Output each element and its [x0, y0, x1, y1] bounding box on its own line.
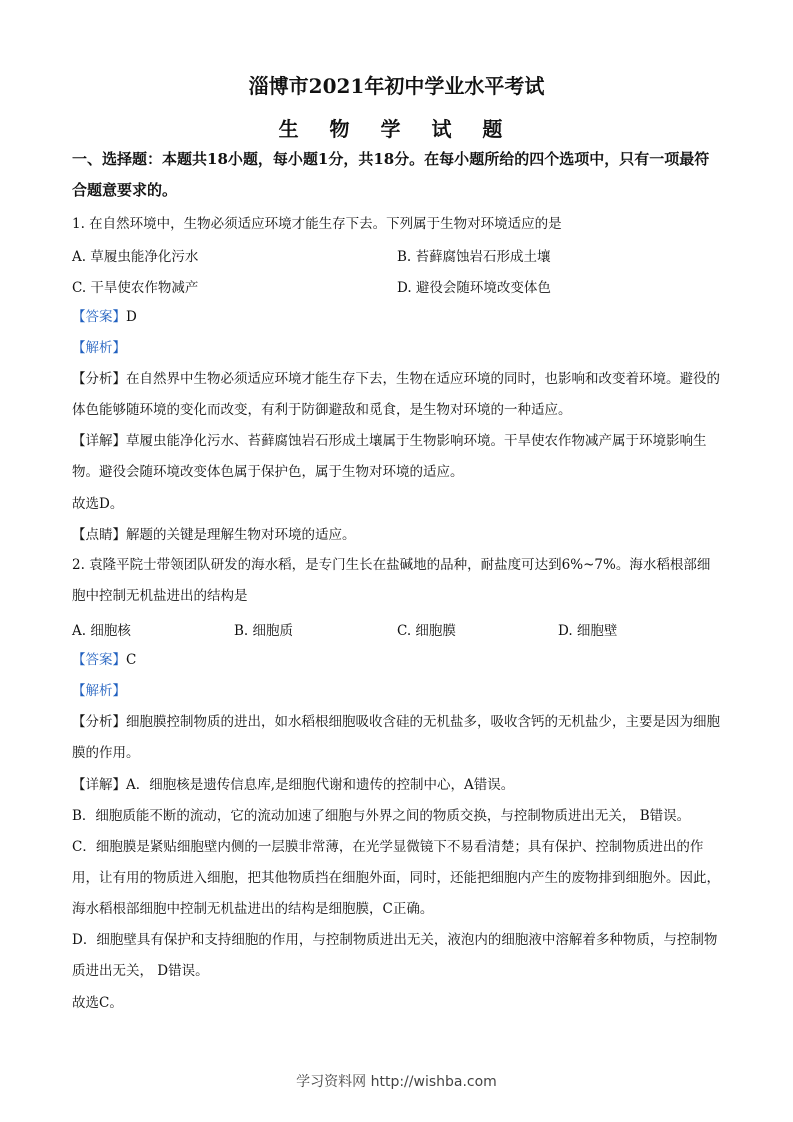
q2-fenxi: 【分析】细胞膜控制物质的进出，如水稻根细胞吸收含硅的无机盐多，吸收含钙的无机盐少，主要是因为细胞膜的作用。 [72, 714, 720, 761]
q2-xiangjie-c: C．细胞膜是紧贴细胞壁内侧的一层膜非常薄，在光学显微镜下不易看清楚；具有保护、控制物质进出的作用，让有用的物质进入细胞，把其他物质挡在细胞外面，同时，还能把细胞内产生的废物排到细胞外。因此，海水稻根部细胞中控制无机盐进出的结构是细胞膜，C正确。 [72, 839, 720, 917]
q2-option-d: D. 细胞壁 [558, 623, 618, 639]
footer-watermark: 学习资料网 http://wishba.com [296, 1074, 497, 1090]
q2-analysis-tag: 【解析】 [72, 683, 126, 699]
q1-option-a: A. 草履虫能净化污水 [72, 249, 199, 265]
q2-option-b: B. 细胞质 [234, 623, 294, 639]
answer-tag: 【答案】 [72, 309, 126, 325]
q1-dianjing: 【点睛】解题的关键是理解生物对环境的适应。 [72, 527, 356, 543]
q1-stem: 1. 在自然环境中，生物必须适应环境才能生存下去。下列属于生物对环境适应的是 [72, 216, 562, 232]
q1-analysis-tag: 【解析】 [72, 340, 126, 356]
answer-value: D [126, 309, 137, 325]
q2-xiangjie-b: B．细胞质能不断的流动，它的流动加速了细胞与外界之间的物质交换，与控制物质进出无关， B错误。 [72, 808, 691, 824]
q2-conclusion: 故选C。 [72, 995, 123, 1011]
q1-option-c: C. 干旱使农作物减产 [72, 280, 199, 296]
answer-value: C [126, 652, 137, 668]
q2-option-c: C. 细胞膜 [397, 623, 456, 639]
exam-title: 淄博市2021年初中学业水平考试 [248, 74, 545, 98]
q1-xiangjie: 【详解】草履虫能净化污水、苔藓腐蚀岩石形成土壤属于生物影响环境。干旱使农作物减产属于环境影响生物。避役会随环境改变体色属于保护色，属于生物对环境的适应。 [72, 433, 707, 480]
exam-subtitle: 生 物 学 试 题 [278, 117, 515, 141]
answer-tag: 【答案】 [72, 652, 126, 668]
section-heading: 一、选择题：本题共18小题，每小题1分，共18分。在每小题所给的四个选项中，只有一项最符合题意要求的。 [72, 150, 710, 199]
q1-conclusion: 故选D。 [72, 496, 124, 512]
q2-xiangjie-d: D．细胞壁具有保护和支持细胞的作用，与控制物质进出无关，液泡内的细胞液中溶解着多种物质，与控制物质进出无关， D错误。 [72, 932, 718, 979]
q2-option-a: A. 细胞核 [72, 623, 131, 639]
q2-answer [72, 650, 722, 670]
q1-answer [72, 307, 722, 327]
q1-fenxi: 【分析】在自然界中生物必须适应环境才能生存下去，生物在适应环境的同时，也影响和改变着环境。避役的体色能够随环境的变化而改变，有利于防御避敌和觅食，是生物对环境的一种适应。 [72, 371, 720, 418]
q2-xiangjie-a: 【详解】A．细胞核是遗传信息库,是细胞代谢和遗传的控制中心，A错误。 [72, 777, 515, 793]
q2-stem: 2. 袁隆平院士带领团队研发的海水稻，是专门生长在盐碱地的品种，耐盐度可达到6%~7%。海水稻根部细胞中控制无机盐进出的结构是 [72, 557, 711, 604]
q1-option-b: B. 苔藓腐蚀岩石形成土壤 [397, 249, 551, 265]
q1-option-d: D. 避役会随环境改变体色 [397, 280, 551, 296]
